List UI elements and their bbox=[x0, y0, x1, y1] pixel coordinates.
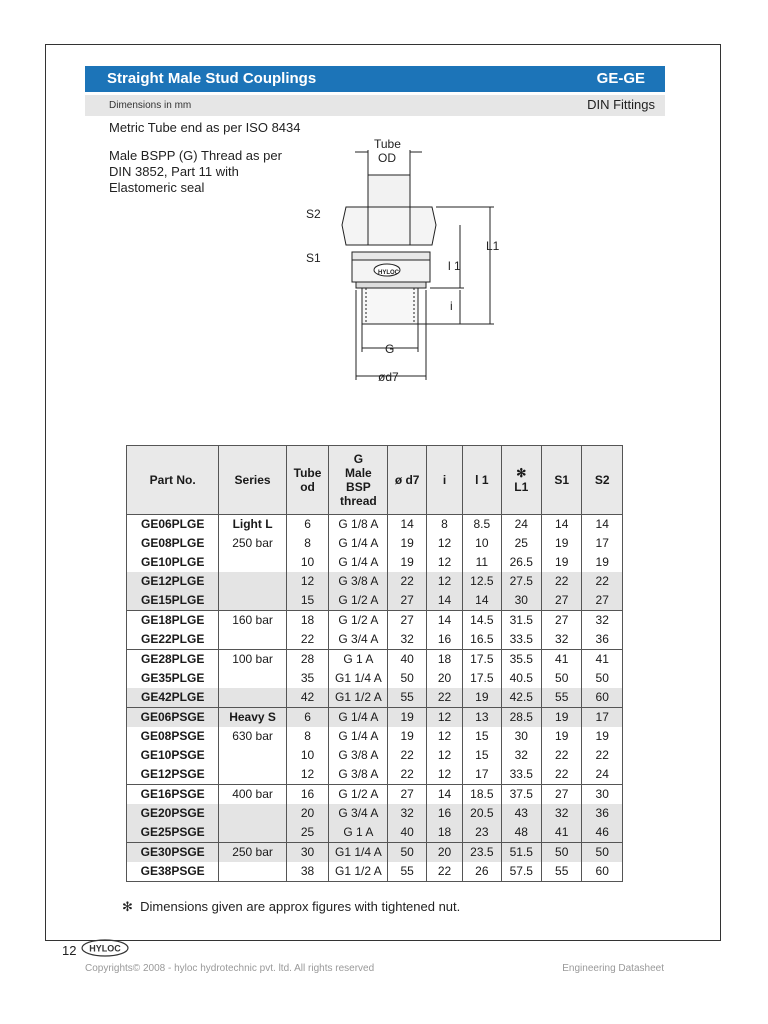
cell-od: 20 bbox=[286, 804, 329, 823]
cell-od: 35 bbox=[286, 669, 329, 688]
cell-s2: 41 bbox=[582, 650, 623, 670]
cell-g: G 1 A bbox=[329, 823, 388, 843]
cell-s2: 22 bbox=[582, 746, 623, 765]
cell-s1: 19 bbox=[542, 534, 582, 553]
cell-L1: 25 bbox=[501, 534, 541, 553]
cell-od: 22 bbox=[286, 630, 329, 650]
cell-series bbox=[219, 804, 286, 823]
cell-i: 12 bbox=[426, 572, 462, 591]
cell-i: 12 bbox=[426, 746, 462, 765]
tube-label: Tube bbox=[374, 137, 401, 151]
cell-l1: 15 bbox=[463, 727, 501, 746]
cell-s2: 36 bbox=[582, 630, 623, 650]
cell-d7: 40 bbox=[388, 650, 426, 670]
cell-i: 12 bbox=[426, 534, 462, 553]
cell-s2: 22 bbox=[582, 572, 623, 591]
cell-part: GE06PSGE bbox=[127, 708, 219, 728]
cell-od: 28 bbox=[286, 650, 329, 670]
cell-od: 8 bbox=[286, 534, 329, 553]
cell-s1: 22 bbox=[542, 572, 582, 591]
col-l1-small: l 1 bbox=[463, 446, 501, 515]
cell-series bbox=[219, 591, 286, 611]
cell-part: GE12PSGE bbox=[127, 765, 219, 785]
cell-l1: 8.5 bbox=[463, 515, 501, 535]
cell-d7: 27 bbox=[388, 591, 426, 611]
product-code: GE-GE bbox=[596, 70, 645, 87]
table-row bbox=[127, 515, 623, 535]
cell-part: GE22PLGE bbox=[127, 630, 219, 650]
table-row bbox=[127, 669, 623, 688]
cell-series bbox=[219, 572, 286, 591]
cell-L1: 48 bbox=[501, 823, 541, 843]
cell-d7: 32 bbox=[388, 630, 426, 650]
cell-part: GE12PLGE bbox=[127, 572, 219, 591]
cell-i: 14 bbox=[426, 611, 462, 631]
cell-g: G 3/8 A bbox=[329, 765, 388, 785]
cell-od: 10 bbox=[286, 746, 329, 765]
table-row bbox=[127, 553, 623, 572]
doc-type: Engineering Datasheet bbox=[562, 963, 664, 974]
i-label: i bbox=[450, 299, 453, 313]
cell-d7: 14 bbox=[388, 515, 426, 535]
cell-od: 12 bbox=[286, 572, 329, 591]
cell-series: 250 bar bbox=[219, 534, 286, 553]
cell-series: Heavy S bbox=[219, 708, 286, 728]
table-row bbox=[127, 708, 623, 728]
cell-series bbox=[219, 553, 286, 572]
cell-i: 12 bbox=[426, 727, 462, 746]
cell-i: 18 bbox=[426, 823, 462, 843]
s2-label: S2 bbox=[306, 207, 321, 221]
cell-g: G 1 A bbox=[329, 650, 388, 670]
cell-i: 12 bbox=[426, 765, 462, 785]
cell-od: 42 bbox=[286, 688, 329, 708]
thread-shape bbox=[362, 288, 418, 324]
seal-shape bbox=[356, 282, 426, 288]
cell-l1: 14.5 bbox=[463, 611, 501, 631]
cell-series: Light L bbox=[219, 515, 286, 535]
cell-s1: 27 bbox=[542, 785, 582, 805]
col-tube-od: Tube od bbox=[286, 446, 329, 515]
footer-logo-text: HYLOC bbox=[89, 943, 121, 954]
table-row bbox=[127, 591, 623, 611]
cell-l1: 16.5 bbox=[463, 630, 501, 650]
cell-d7: 50 bbox=[388, 669, 426, 688]
table-row bbox=[127, 746, 623, 765]
d7-label: ød7 bbox=[378, 370, 399, 384]
description-tube-end: Metric Tube end as per ISO 8434 bbox=[109, 120, 301, 135]
cell-g: G1 1/4 A bbox=[329, 843, 388, 863]
footnote bbox=[122, 899, 460, 915]
cell-part: GE08PLGE bbox=[127, 534, 219, 553]
cell-l1: 12.5 bbox=[463, 572, 501, 591]
cell-part: GE10PLGE bbox=[127, 553, 219, 572]
cell-i: 14 bbox=[426, 785, 462, 805]
col-part-no: Part No. bbox=[127, 446, 219, 515]
cell-g: G 1/4 A bbox=[329, 708, 388, 728]
table-row bbox=[127, 534, 623, 553]
cell-l1: 17 bbox=[463, 765, 501, 785]
cell-d7: 32 bbox=[388, 804, 426, 823]
cell-part: GE16PSGE bbox=[127, 785, 219, 805]
cell-od: 16 bbox=[286, 785, 329, 805]
cell-s2: 27 bbox=[582, 591, 623, 611]
col-l1-big: ✻ L1 bbox=[501, 446, 541, 515]
cell-d7: 40 bbox=[388, 823, 426, 843]
cell-part: GE06PLGE bbox=[127, 515, 219, 535]
col-s1: S1 bbox=[542, 446, 582, 515]
footnote-star: ✻ bbox=[122, 899, 133, 914]
cell-s1: 55 bbox=[542, 688, 582, 708]
cell-s1: 41 bbox=[542, 823, 582, 843]
cell-d7: 19 bbox=[388, 727, 426, 746]
cell-g: G 3/8 A bbox=[329, 572, 388, 591]
cell-s2: 19 bbox=[582, 727, 623, 746]
cell-series bbox=[219, 746, 286, 765]
cell-series bbox=[219, 862, 286, 882]
cell-od: 12 bbox=[286, 765, 329, 785]
cell-L1: 31.5 bbox=[501, 611, 541, 631]
cell-g: G 1/8 A bbox=[329, 515, 388, 535]
cell-s1: 19 bbox=[542, 727, 582, 746]
cell-l1: 17.5 bbox=[463, 669, 501, 688]
col-d7: ø d7 bbox=[388, 446, 426, 515]
cell-d7: 27 bbox=[388, 785, 426, 805]
cell-s2: 17 bbox=[582, 708, 623, 728]
cell-s1: 50 bbox=[542, 843, 582, 863]
cell-part: GE10PSGE bbox=[127, 746, 219, 765]
spec-table bbox=[126, 445, 623, 882]
cell-g: G 1/4 A bbox=[329, 727, 388, 746]
cell-g: G 3/8 A bbox=[329, 746, 388, 765]
cell-i: 22 bbox=[426, 688, 462, 708]
footnote-text: Dimensions given are approx figures with tightened nut. bbox=[140, 899, 461, 914]
cell-g: G 1/4 A bbox=[329, 534, 388, 553]
drawing-logo-text: HYLOC bbox=[378, 270, 399, 276]
cell-s1: 19 bbox=[542, 708, 582, 728]
cell-i: 12 bbox=[426, 553, 462, 572]
cell-i: 14 bbox=[426, 591, 462, 611]
cell-L1: 32 bbox=[501, 746, 541, 765]
cell-i: 8 bbox=[426, 515, 462, 535]
cell-L1: 42.5 bbox=[501, 688, 541, 708]
cell-s2: 46 bbox=[582, 823, 623, 843]
cell-series: 400 bar bbox=[219, 785, 286, 805]
col-i: i bbox=[426, 446, 462, 515]
cell-s2: 50 bbox=[582, 843, 623, 863]
cell-l1: 20.5 bbox=[463, 804, 501, 823]
cell-series bbox=[219, 688, 286, 708]
cell-part: GE28PLGE bbox=[127, 650, 219, 670]
table-row bbox=[127, 785, 623, 805]
cell-g: G1 1/2 A bbox=[329, 688, 388, 708]
cell-s2: 36 bbox=[582, 804, 623, 823]
cell-s1: 41 bbox=[542, 650, 582, 670]
cell-series bbox=[219, 669, 286, 688]
cell-od: 18 bbox=[286, 611, 329, 631]
cell-i: 22 bbox=[426, 862, 462, 882]
table-row bbox=[127, 572, 623, 591]
copyright: Copyrights© 2008 - hyloc hydrotechnic pvt. ltd. All rights reserved bbox=[85, 963, 375, 974]
cell-s2: 24 bbox=[582, 765, 623, 785]
cell-L1: 57.5 bbox=[501, 862, 541, 882]
cell-s1: 19 bbox=[542, 553, 582, 572]
dimensions-note: Dimensions in mm bbox=[109, 100, 192, 111]
cell-part: GE08PSGE bbox=[127, 727, 219, 746]
cell-series: 250 bar bbox=[219, 843, 286, 863]
cell-part: GE25PSGE bbox=[127, 823, 219, 843]
cell-od: 6 bbox=[286, 515, 329, 535]
cell-i: 16 bbox=[426, 804, 462, 823]
cell-s2: 17 bbox=[582, 534, 623, 553]
cell-part: GE18PLGE bbox=[127, 611, 219, 631]
cell-s1: 55 bbox=[542, 862, 582, 882]
cell-part: GE38PSGE bbox=[127, 862, 219, 882]
cell-od: 6 bbox=[286, 708, 329, 728]
cell-L1: 30 bbox=[501, 727, 541, 746]
table-row bbox=[127, 727, 623, 746]
cell-g: G 1/2 A bbox=[329, 591, 388, 611]
cell-g: G 3/4 A bbox=[329, 804, 388, 823]
cell-part: GE35PLGE bbox=[127, 669, 219, 688]
table-row bbox=[127, 765, 623, 785]
cell-s1: 14 bbox=[542, 515, 582, 535]
col-series: Series bbox=[219, 446, 286, 515]
cell-s1: 22 bbox=[542, 765, 582, 785]
category-label: DIN Fittings bbox=[587, 97, 655, 112]
cell-g: G 3/4 A bbox=[329, 630, 388, 650]
col-s2: S2 bbox=[582, 446, 623, 515]
cell-L1: 33.5 bbox=[501, 765, 541, 785]
cell-part: GE15PLGE bbox=[127, 591, 219, 611]
cell-od: 10 bbox=[286, 553, 329, 572]
cell-s1: 27 bbox=[542, 611, 582, 631]
l1-big-label: L1 bbox=[486, 239, 500, 253]
cell-L1: 35.5 bbox=[501, 650, 541, 670]
cell-s2: 50 bbox=[582, 669, 623, 688]
cell-s2: 60 bbox=[582, 688, 623, 708]
cell-d7: 22 bbox=[388, 746, 426, 765]
cell-s2: 32 bbox=[582, 611, 623, 631]
s1-label: S1 bbox=[306, 251, 321, 265]
cell-g: G 1/2 A bbox=[329, 785, 388, 805]
cell-i: 18 bbox=[426, 650, 462, 670]
table-row bbox=[127, 862, 623, 882]
tube-shape bbox=[368, 175, 410, 207]
cell-od: 30 bbox=[286, 843, 329, 863]
cell-l1: 23.5 bbox=[463, 843, 501, 863]
od-label: OD bbox=[378, 151, 396, 165]
cell-L1: 40.5 bbox=[501, 669, 541, 688]
cell-g: G 1/4 A bbox=[329, 553, 388, 572]
cell-l1: 19 bbox=[463, 688, 501, 708]
table-row bbox=[127, 823, 623, 843]
cell-g: G1 1/2 A bbox=[329, 862, 388, 882]
cell-series: 630 bar bbox=[219, 727, 286, 746]
cell-od: 38 bbox=[286, 862, 329, 882]
page-number: 12 bbox=[62, 943, 77, 958]
cell-g: G 1/2 A bbox=[329, 611, 388, 631]
cell-series: 100 bar bbox=[219, 650, 286, 670]
cell-series bbox=[219, 630, 286, 650]
cell-L1: 27.5 bbox=[501, 572, 541, 591]
cell-s2: 14 bbox=[582, 515, 623, 535]
cell-d7: 55 bbox=[388, 862, 426, 882]
g-label: G bbox=[385, 342, 395, 356]
cell-s1: 22 bbox=[542, 746, 582, 765]
cell-l1: 17.5 bbox=[463, 650, 501, 670]
cell-s2: 60 bbox=[582, 862, 623, 882]
cell-i: 16 bbox=[426, 630, 462, 650]
cell-d7: 22 bbox=[388, 765, 426, 785]
table-row bbox=[127, 804, 623, 823]
cell-series: 160 bar bbox=[219, 611, 286, 631]
cell-od: 8 bbox=[286, 727, 329, 746]
cell-d7: 22 bbox=[388, 572, 426, 591]
cell-i: 12 bbox=[426, 708, 462, 728]
cell-L1: 26.5 bbox=[501, 553, 541, 572]
cell-part: GE20PSGE bbox=[127, 804, 219, 823]
cell-s1: 50 bbox=[542, 669, 582, 688]
cell-s2: 30 bbox=[582, 785, 623, 805]
fitting-drawing bbox=[290, 130, 510, 390]
col-g-thread: G Male BSP thread bbox=[329, 446, 388, 515]
cell-l1: 26 bbox=[463, 862, 501, 882]
table-row bbox=[127, 650, 623, 670]
cell-L1: 37.5 bbox=[501, 785, 541, 805]
sub-bar bbox=[85, 95, 665, 116]
cell-d7: 19 bbox=[388, 708, 426, 728]
cell-L1: 43 bbox=[501, 804, 541, 823]
cell-l1: 10 bbox=[463, 534, 501, 553]
cell-l1: 15 bbox=[463, 746, 501, 765]
cell-L1: 33.5 bbox=[501, 630, 541, 650]
cell-L1: 28.5 bbox=[501, 708, 541, 728]
table-row bbox=[127, 630, 623, 650]
cell-l1: 14 bbox=[463, 591, 501, 611]
cell-series bbox=[219, 765, 286, 785]
cell-i: 20 bbox=[426, 843, 462, 863]
cell-i: 20 bbox=[426, 669, 462, 688]
cell-s1: 32 bbox=[542, 804, 582, 823]
l1-small-label: l 1 bbox=[448, 259, 461, 273]
cell-d7: 50 bbox=[388, 843, 426, 863]
cell-d7: 27 bbox=[388, 611, 426, 631]
hyloc-footer-logo-icon bbox=[80, 938, 130, 958]
cell-l1: 13 bbox=[463, 708, 501, 728]
table-row bbox=[127, 688, 623, 708]
table-row bbox=[127, 611, 623, 631]
cell-d7: 19 bbox=[388, 534, 426, 553]
cell-l1: 18.5 bbox=[463, 785, 501, 805]
cell-L1: 30 bbox=[501, 591, 541, 611]
cell-od: 15 bbox=[286, 591, 329, 611]
cell-s1: 27 bbox=[542, 591, 582, 611]
page-title: Straight Male Stud Couplings bbox=[107, 70, 317, 87]
cell-part: GE42PLGE bbox=[127, 688, 219, 708]
table-header-row bbox=[127, 446, 623, 515]
description-thread: Male BSPP (G) Thread as per DIN 3852, Part 11 with Elastomeric seal bbox=[109, 148, 282, 195]
cell-d7: 19 bbox=[388, 553, 426, 572]
cell-series bbox=[219, 823, 286, 843]
cell-d7: 55 bbox=[388, 688, 426, 708]
table-row bbox=[127, 843, 623, 863]
cell-L1: 51.5 bbox=[501, 843, 541, 863]
cell-od: 25 bbox=[286, 823, 329, 843]
cell-l1: 23 bbox=[463, 823, 501, 843]
cell-s2: 19 bbox=[582, 553, 623, 572]
cell-g: G1 1/4 A bbox=[329, 669, 388, 688]
cell-L1: 24 bbox=[501, 515, 541, 535]
cell-l1: 11 bbox=[463, 553, 501, 572]
cell-s1: 32 bbox=[542, 630, 582, 650]
title-bar bbox=[85, 66, 665, 92]
cell-part: GE30PSGE bbox=[127, 843, 219, 863]
nut-s2-shape bbox=[342, 207, 436, 245]
